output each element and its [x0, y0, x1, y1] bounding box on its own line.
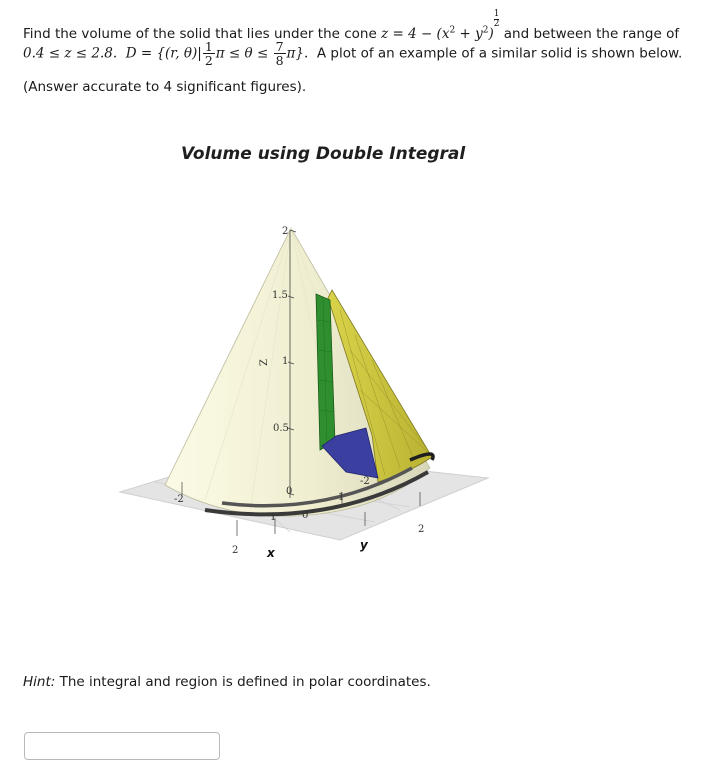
y-axis-label: y: [360, 538, 368, 552]
x-axis-label: x: [267, 546, 275, 560]
question-line-2: [23, 40, 682, 67]
accuracy-note: (Answer accurate to 4 significant figures).: [23, 79, 307, 95]
y-tick-neg2: -2: [360, 476, 370, 487]
plot-note: A plot of an example of a similar solid is shown below.: [316, 45, 683, 62]
exponent-den: 2: [493, 19, 500, 29]
base-tick-0: 0: [302, 510, 309, 521]
solid-plot: [110, 210, 500, 570]
theta-high-frac: [274, 40, 286, 67]
base-tick-1a: 1: [270, 512, 277, 523]
x-tick-2: 2: [232, 545, 239, 556]
z-range: 0.4 ≤ z ≤ 2.8.: [23, 45, 118, 62]
y-tick-2: 2: [418, 524, 425, 535]
theta-high-den: 8: [275, 53, 284, 68]
plot-title: Volume using Double Integral: [181, 144, 466, 164]
cone-eq-lhs: z = 4 − (x: [381, 26, 450, 42]
question-suffix: and between the range of: [503, 26, 680, 42]
z-axis-label: Z: [259, 359, 270, 366]
theta-end: π}.: [286, 45, 309, 62]
theta-low-frac: [203, 40, 215, 67]
base-tick-1b: 1: [338, 492, 345, 503]
theta-low-den: 2: [204, 53, 213, 68]
x-tick-neg2: -2: [174, 494, 184, 505]
hint-label: Hint:: [23, 674, 56, 690]
z-tick-1-5: 1.5: [272, 290, 288, 301]
z-tick-0-5: 0.5: [273, 423, 289, 434]
cone-equation: $z = 4 - (x^2 + y^2)$ $\frac{1}{2}$: [381, 9, 500, 42]
z-tick-1: 1: [282, 356, 289, 367]
hint: [23, 674, 431, 690]
cone-eq-mid: + y: [455, 26, 483, 42]
answer-input[interactable]: [24, 732, 220, 760]
theta-low-num: 1: [204, 39, 213, 54]
theta-mid: π ≤ θ ≤: [215, 45, 269, 62]
z-tick-0: 0: [286, 486, 293, 497]
cone-eq-end: ): [488, 26, 494, 42]
z-tick-2: 2: [282, 226, 289, 237]
question-prefix: Find the volume of the solid that lies under the cone: [23, 26, 377, 42]
exponent-num: 1: [493, 9, 500, 19]
domain-prefix: D = {(r, θ)|: [125, 45, 202, 62]
cone-exponent: [494, 10, 500, 29]
hint-text: The integral and region is defined in polar coordinates.: [55, 674, 431, 690]
question-line-1: [23, 10, 679, 42]
theta-high-num: 7: [275, 39, 284, 54]
